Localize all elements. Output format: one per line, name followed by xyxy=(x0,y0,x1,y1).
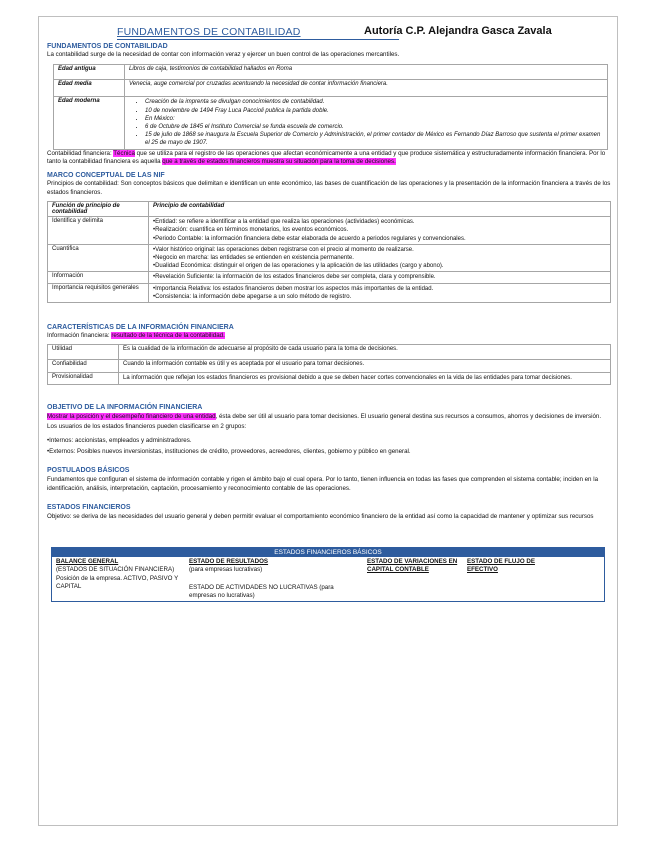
statement-extra: Posición de la empresa. ACTIVO, PASIVO Y CAPITAL xyxy=(56,574,179,591)
table-row xyxy=(52,557,604,601)
table-row xyxy=(54,97,608,149)
function-cell: Información xyxy=(48,272,149,283)
principle-item: •Consistencia: la información debe apegarse a un solo método de registro. xyxy=(153,293,352,300)
bullet-item: •Externos: Posibles nuevos inversionistas, instituciones de crédito, proveedores, acreedores, clientes, gobierno y público en general. xyxy=(47,448,411,456)
table-header-row xyxy=(48,202,611,217)
section-text: Fundamentos que configuran el sistema de información contable y rigen el ámbito bajo el cual opera. Por lo tanto, tienen influencia en todas las fases que comprenden el sistema contable; inciden en la identificación, análisis, interpretación, captación, procesamiento y reconocimiento contable de las operaciones. xyxy=(47,475,599,493)
principle-item: •Revelación Suficiente: la información de los estados financieros debe ser completa, clara y comprensible. xyxy=(153,274,436,281)
document-page xyxy=(38,16,618,826)
principle-item: •Realización: cuantifica en términos monetarios, los eventos económicos. xyxy=(153,227,349,234)
section-postulados xyxy=(47,466,611,494)
table-row xyxy=(48,373,611,385)
section-marco-conceptual xyxy=(47,171,611,303)
table-row xyxy=(48,217,611,245)
statement-subtitle: (para empresas lucrativas) xyxy=(189,566,263,574)
section-intro: La contabilidad surge de la necesidad de contar con información veraz y ejercer un buen control de las operaciones mercantiles. xyxy=(47,51,400,58)
statement-extra: ESTADO DE ACTIVIDADES NO LUCRATIVAS (para empresas no lucrativas) xyxy=(189,583,334,600)
statement-title: ESTADO DE VARIACIONES EN CAPITAL CONTABLE xyxy=(367,557,458,574)
principle-item: •Valor histórico original: las operaciones deben registrarse con el precio al momento de realizarse. xyxy=(153,246,414,253)
characteristic-name: Provisionalidad xyxy=(48,373,119,385)
statement-column xyxy=(463,557,604,601)
list-item: • 10 de noviembre de 1494 Fray Luca Paccioli publica la partida doble. xyxy=(145,107,603,115)
period-desc: Libros de caja, testimonios de contabilidad hallados en Roma xyxy=(125,65,608,80)
period-desc xyxy=(125,97,608,149)
objective-text: , ésta debe ser útil al usuario para tomar decisiones. El usuario general destina sus recursos a consumos, ahorros y decisiones de inversión. Los usuarios de los estados financieros pueden clasificarse en 2 grupos: xyxy=(47,413,602,430)
function-cell: Importancia requisitos generales xyxy=(48,283,149,302)
table-row xyxy=(54,65,608,80)
principle-item: •Negocio en marcha: las entidades se entienden en existencia permanente. xyxy=(153,255,354,262)
period-desc: Venecia, auge comercial por cruzadas acentuando la necesidad de contar información financiera. xyxy=(125,80,608,97)
title-row xyxy=(47,25,611,41)
section-heading: POSTULADOS BÁSICOS xyxy=(47,466,130,474)
table-row xyxy=(54,80,608,97)
period-cell: Edad media xyxy=(54,80,125,97)
table-row xyxy=(48,272,611,283)
principles-table xyxy=(47,201,611,303)
section-text: Objetivo: se deriva de las necesidades del usuario general y deben permitir evaluar el comportamiento económico financiero de la entidad así como la capacidad de mantener y optimizar sus recursos xyxy=(47,512,594,520)
function-cell: Cuantifica xyxy=(48,244,149,272)
column-header: Función de principio de contabilidad xyxy=(48,202,149,217)
definition-text: que se utiliza para el registro de las operaciones que afectan económicamente a una entidad y que produce sistemática y estructuradamente información financiera. Por lo tanto la contabilidad financiera es aquella xyxy=(47,149,606,166)
statement-title: BALANCE GENERAL xyxy=(56,557,119,565)
section-caracteristicas xyxy=(47,323,611,385)
principle-item: •Dualidad Económica: distinguir el origen de las operaciones y la aplicación de las utilidades (cargo y abono). xyxy=(153,263,444,270)
column-header: Principio de contabilidad xyxy=(149,202,611,217)
statement-subtitle: (ESTADOS DE SITUACIÓN FINANCIERA) xyxy=(56,566,175,574)
statement-title: ESTADO DE FLUJO DE EFECTIVO xyxy=(467,557,535,574)
section-heading: OBJETIVO DE LA INFORMACIÓN FINANCIERA xyxy=(47,404,203,412)
period-cell: Edad moderna xyxy=(54,97,125,149)
section-estados-financieros xyxy=(47,503,611,521)
definition-label: Contabilidad financiera: xyxy=(47,149,114,157)
title-rule xyxy=(117,39,399,40)
statement-column xyxy=(363,557,463,601)
highlight: Mostrar la posición y el desempeño financiero de una entidad xyxy=(47,413,216,421)
principle-item: •Periodo Contable: la información financiera debe estar elaborada de acuerdo a periodos regulares y convencionales. xyxy=(153,235,466,242)
basic-statements-box xyxy=(51,547,605,602)
principle-cell xyxy=(149,244,611,272)
characteristic-desc: La información que reflejan los estados financieros es provisional debido a que se deben hacer cortes convencionales en la vida de las entidades para tomar decisiones. xyxy=(119,373,611,385)
history-table xyxy=(53,64,608,149)
modern-list xyxy=(129,98,603,147)
intro-label: Información financiera: xyxy=(47,332,112,340)
document-content xyxy=(47,25,611,602)
section-heading: ESTADOS FINANCIEROS xyxy=(47,503,131,511)
table-row xyxy=(48,283,611,302)
principle-item: •Entidad: se refiere a identificar a la entidad que realiza las operaciones (actividades) económicas. xyxy=(153,219,415,226)
principle-item: •Importancia Relativa: los estados financieros deben mostrar los aspectos más importantes de la entidad. xyxy=(153,285,434,292)
definition-paragraph xyxy=(47,150,611,167)
characteristic-desc: Es la cualidad de la información de adecuarse al propósito de cada usuario para la toma de decisiones. xyxy=(119,345,611,360)
section-text xyxy=(47,412,611,430)
principle-cell xyxy=(149,272,611,283)
document-title: FUNDAMENTOS DE CONTABILIDAD xyxy=(117,26,301,38)
basic-statements-table xyxy=(52,557,604,601)
section-intro: Principios de contabilidad: Son conceptos básicos que delimitan e identifican un ente económico, las bases de cuantificación de las operaciones y la presentación de la información financiera a través de los estados financieros. xyxy=(47,180,611,196)
statement-title: ESTADO DE RESULTADOS xyxy=(189,557,269,565)
section-objetivo xyxy=(47,403,611,456)
table-row xyxy=(48,345,611,360)
highlight: resultado de la técnica de la contabilidad. xyxy=(111,332,225,340)
section-heading: MARCO CONCEPTUAL DE LAS NIF xyxy=(47,172,165,180)
highlight: Técnica xyxy=(113,149,135,157)
list-item: • 6 de Octubre de 1845 el Instituto Comercial se funda escuela de comercio. xyxy=(145,123,603,131)
section-intro xyxy=(47,332,611,340)
principle-cell xyxy=(149,217,611,245)
section-heading: FUNDAMENTOS DE CONTABILIDAD xyxy=(47,43,168,50)
characteristic-name: Confiabilidad xyxy=(48,360,119,373)
period-cell: Edad antigua xyxy=(54,65,125,80)
table-row xyxy=(48,360,611,373)
list-item: • 15 de julio de 1868 se inaugura la Escuela Superior de Comercio y Administración, el primer contador de México es Fernando Díaz Barroso que sustenta el primer examen el 25 de mayo de 1907. xyxy=(145,131,603,147)
document-author: Autoría C.P. Alejandra Gasca Zavala xyxy=(364,25,552,37)
characteristics-table xyxy=(47,344,611,385)
section-fundamentos xyxy=(47,42,611,166)
list-item: • Creación de la imprenta se divulgan conocimientos de contabilidad. xyxy=(145,98,603,106)
basic-statements-title: ESTADOS FINANCIEROS BÁSICOS xyxy=(52,548,604,557)
highlight: que a través de estados financieros muestra su situación para la toma de decisiones. xyxy=(162,158,396,166)
bullet-item: •Internos: accionistas, empleados y administradores. xyxy=(47,436,192,444)
list-item: • En México: xyxy=(145,115,603,123)
section-heading: CARACTERÍSTICAS DE LA INFORMACIÓN FINANCIERA xyxy=(47,324,234,332)
statement-column xyxy=(185,557,363,601)
characteristic-desc: Cuando la información contable es útil y es aceptada por el usuario para tomar decisiones. xyxy=(119,360,611,373)
characteristic-name: Utilidad xyxy=(48,345,119,360)
table-row xyxy=(48,244,611,272)
function-cell: Identifica y delimita xyxy=(48,217,149,245)
principle-cell xyxy=(149,283,611,302)
statement-column xyxy=(52,557,185,601)
